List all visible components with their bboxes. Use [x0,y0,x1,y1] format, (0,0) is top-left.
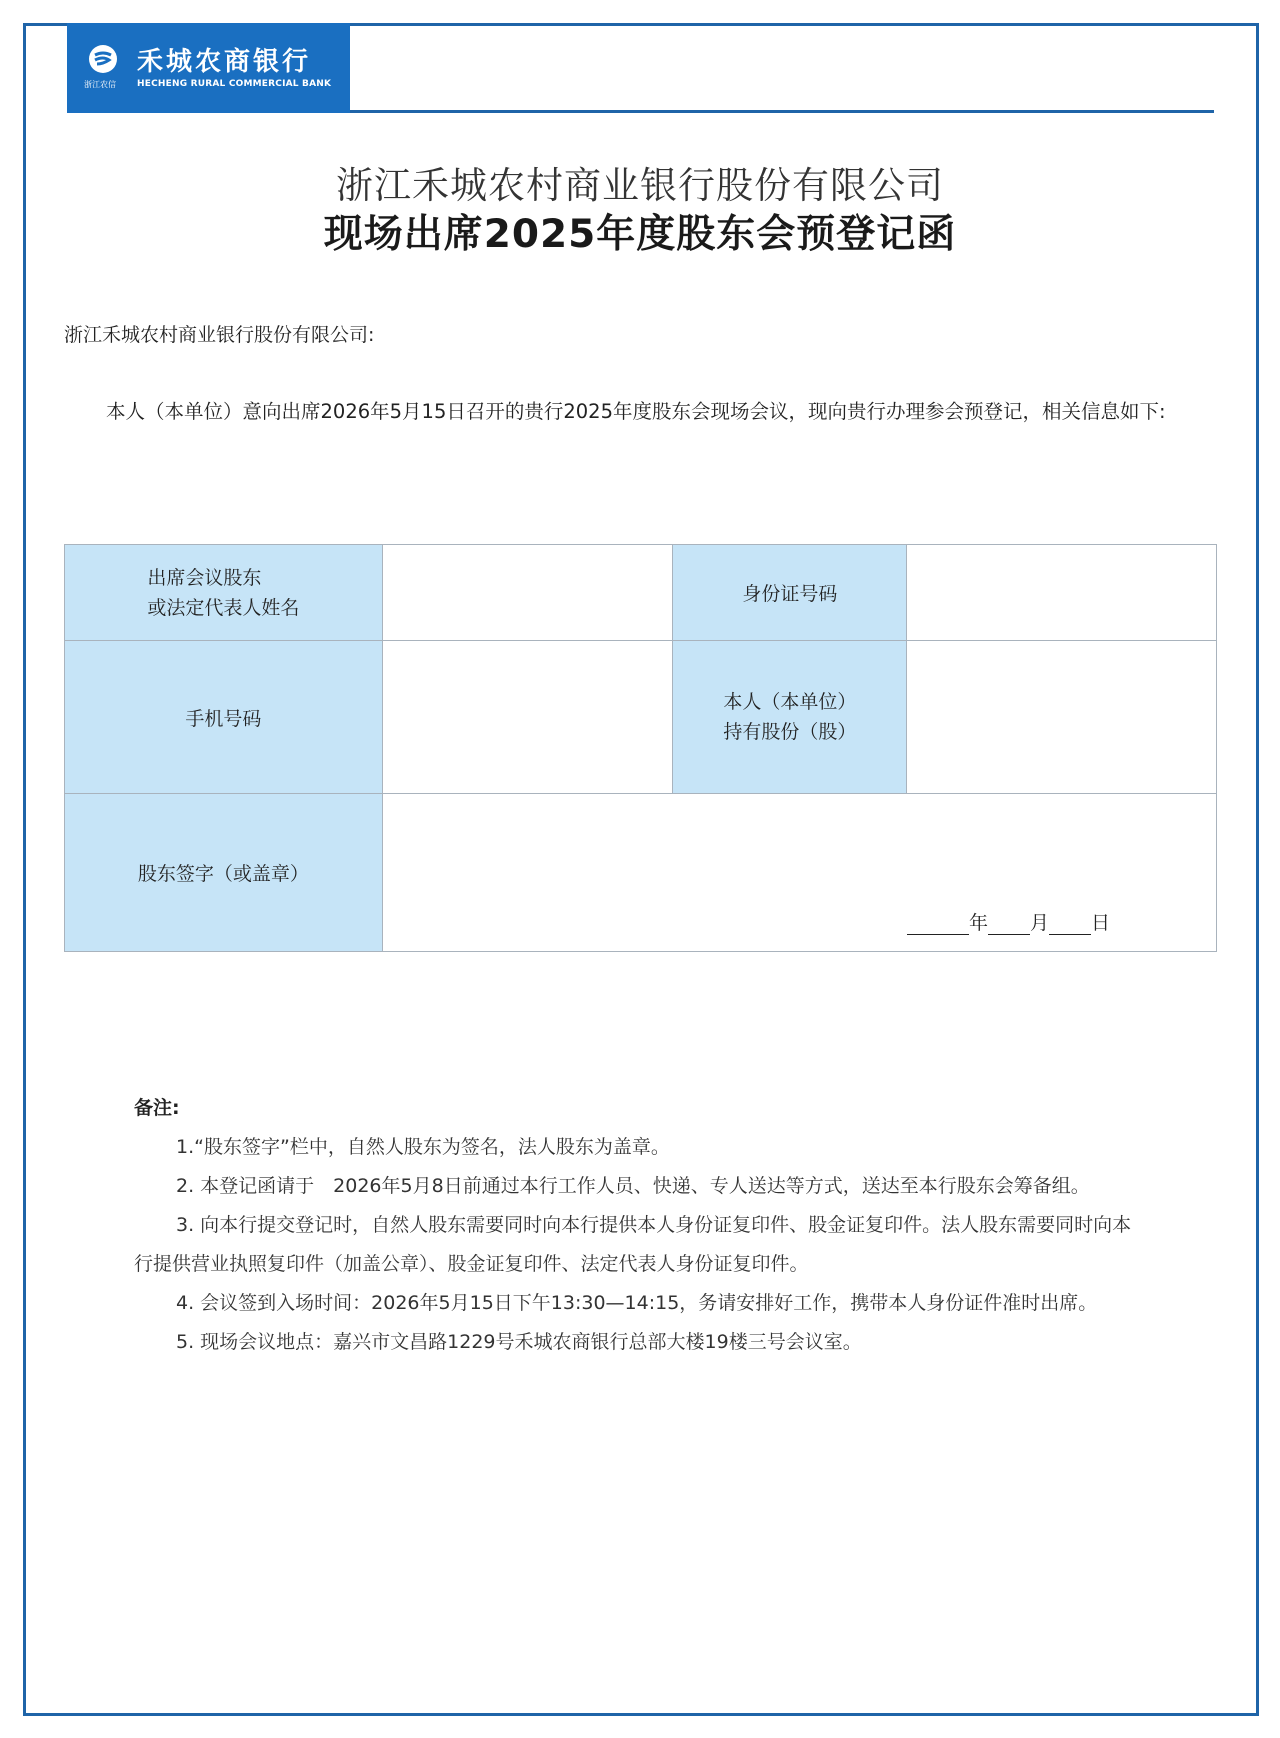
id-number-field[interactable] [907,545,1217,641]
logo-sub-mark: 浙江农信 [84,80,116,89]
month-blank[interactable] [988,912,1030,935]
phone-number-label: 手机号码 [65,641,383,794]
day-blank[interactable] [1049,912,1091,935]
form-row [65,641,1217,794]
signature-date [384,810,1215,935]
shareholder-name-label: 出席会议股东 或法定代表人姓名 [65,545,383,641]
form-row [65,545,1217,641]
shares-held-field[interactable] [907,641,1217,794]
company-title: 浙江禾城农村商业银行股份有限公司 [336,164,944,207]
year-blank[interactable] [907,912,969,935]
shares-held-label: 本人（本单位） 持有股份（股） [673,641,907,794]
note-item: 4. 会议签到入场时间：2026年5月15日下午13:30—14:15，务请安排好工作，携带本人身份证件准时出席。 [176,1292,1098,1314]
signature-field[interactable] [382,794,1216,952]
day-label: 日 [1090,912,1110,934]
salutation: 浙江禾城农村商业银行股份有限公司: [64,324,375,346]
month-label: 月 [1029,912,1049,934]
form-row [65,794,1217,952]
note-item: 2. 本登记函请于 2026年5月8日前通过本行工作人员、快递、专人送达等方式，送达至本行股东会筹备组。 [176,1175,1090,1197]
document-title: 现场出席2025年度股东会预登记函 [323,212,957,257]
bank-emblem-icon [89,45,117,73]
id-number-label: 身份证号码 [673,545,907,641]
notes-title: 备注: [134,1097,180,1119]
note-item: 3. 向本行提交登记时，自然人股东需要同时向本行提供本人身份证复印件、股金证复印件。法人股东需要同时向本行提供营业执照复印件（加盖公章）、股金证复印件、法定代表人身份证复印件。 [134,1214,1132,1275]
note-item: 5. 现场会议地点：嘉兴市文昌路1229号禾城农商银行总部大楼19楼三号会议室。 [176,1331,862,1353]
shareholder-name-field[interactable] [382,545,673,641]
year-label: 年 [968,912,988,934]
notes-section [134,1093,1134,1362]
registration-form [64,544,1217,952]
header-rule [350,110,1214,113]
note-item: 1.“股东签字”栏中，自然人股东为签名，法人股东为盖章。 [176,1136,670,1158]
letter-body: 本人（本单位）意向出席2026年5月15日召开的贵行2025年度股东会现场会议，现向贵行办理参会预登记，相关信息如下: [106,400,1166,423]
bank-logo [67,23,350,113]
bank-name-cn: 禾城农商银行 [137,47,312,77]
phone-number-field[interactable] [382,641,673,794]
bank-name-en: HECHENG RURAL COMMERCIAL BANK [137,79,332,89]
signature-label: 股东签字（或盖章） [65,794,383,952]
